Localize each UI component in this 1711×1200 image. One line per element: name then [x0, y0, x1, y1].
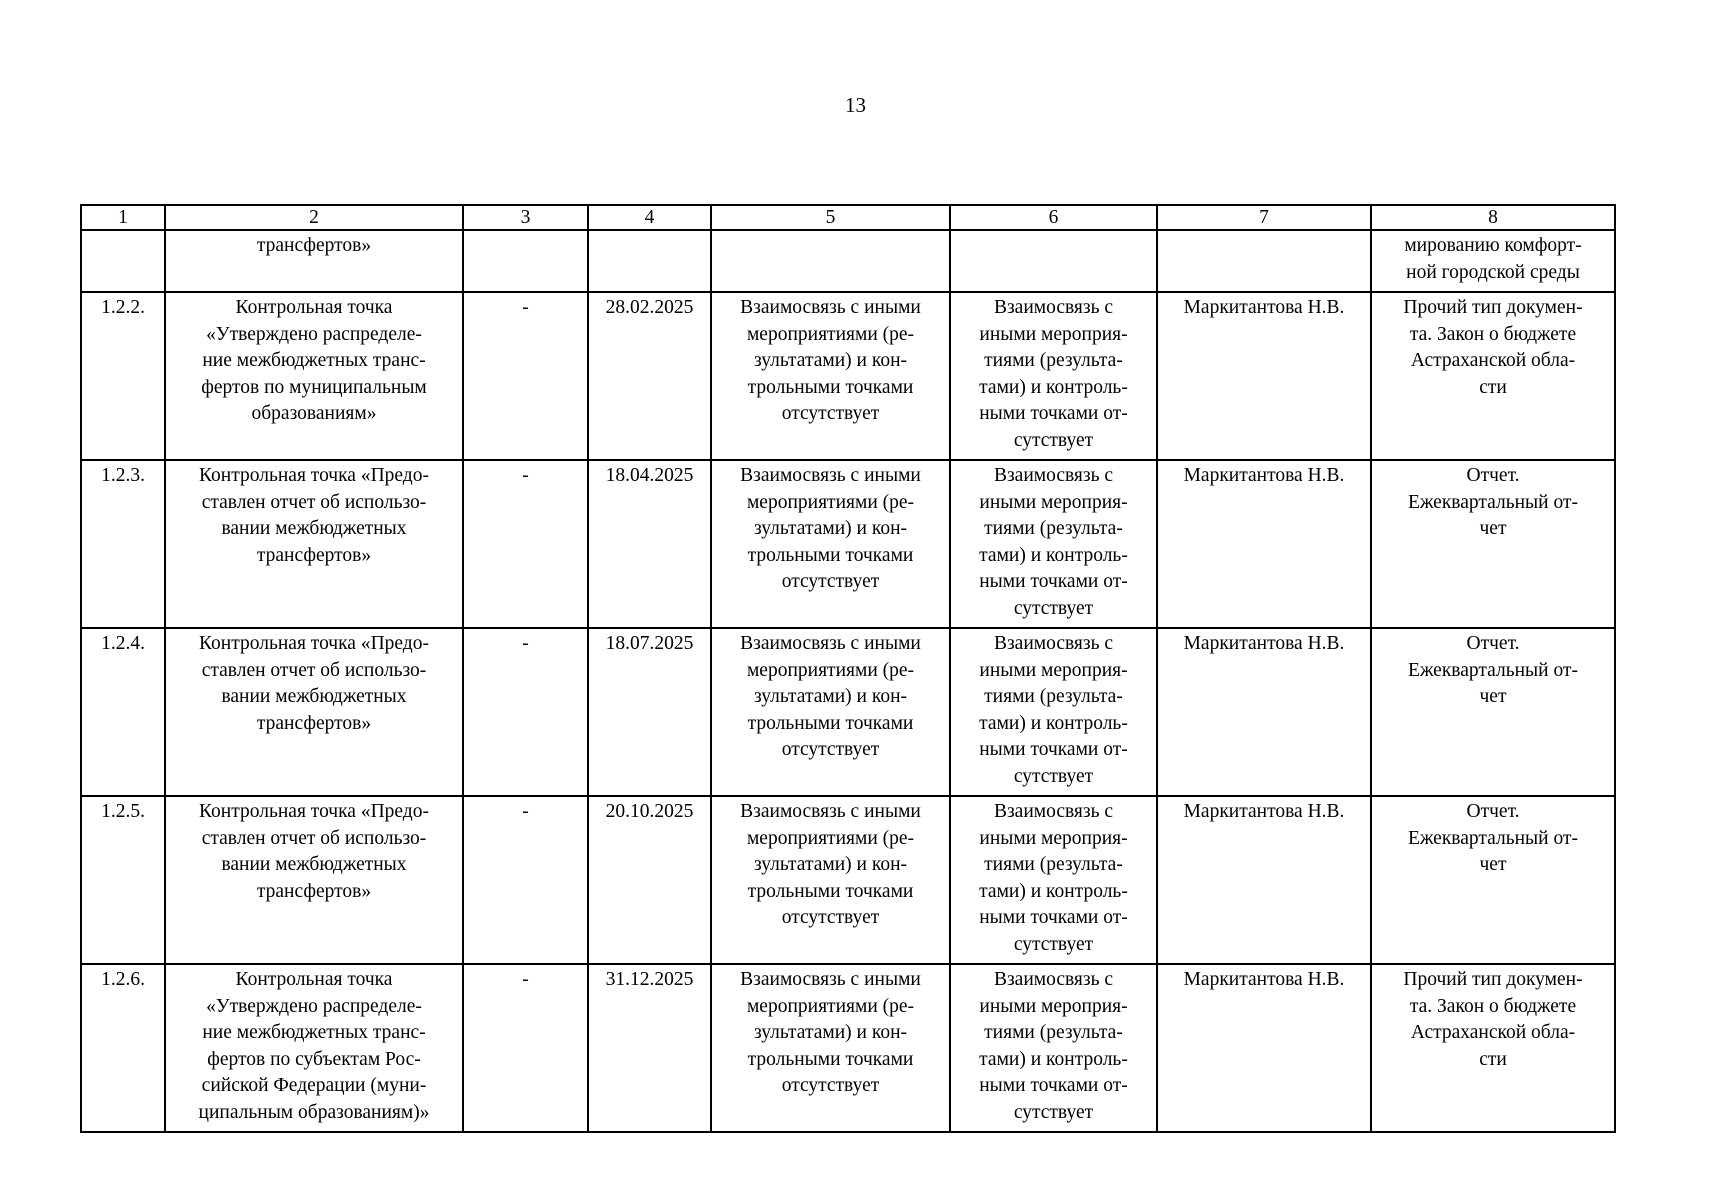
row-col3-cell: -	[463, 460, 588, 628]
row-responsible-cell: Маркитантова Н.В.	[1157, 292, 1371, 460]
row-name-cell: Контрольная точка «Предо- ставлен отчет об использо- вании межбюджетных трансфертов»	[165, 460, 463, 628]
table-row	[81, 628, 1615, 796]
row-doc-type-cell: Прочий тип докумен- та. Закон о бюджете Астраханской обла- сти	[1371, 292, 1615, 460]
header-cell-5: 5	[711, 205, 950, 230]
row-date-cell: 28.02.2025	[588, 292, 711, 460]
continuation-responsible-cell	[1157, 230, 1371, 292]
row-responsible-cell: Маркитантова Н.В.	[1157, 460, 1371, 628]
continuation-relation-prev-cell	[711, 230, 950, 292]
row-number-cell: 1.2.2.	[81, 292, 165, 460]
header-cell-8: 8	[1371, 205, 1615, 230]
header-cell-1: 1	[81, 205, 165, 230]
row-col3-cell: -	[463, 796, 588, 964]
row-date-cell: 20.10.2025	[588, 796, 711, 964]
row-relation-next-cell: Взаимосвязь с иными мероприя- тиями (результа- тами) и контроль- ными точками от- сутствует	[950, 964, 1157, 1132]
row-col3-cell: -	[463, 964, 588, 1132]
header-cell-2: 2	[165, 205, 463, 230]
row-relation-prev-cell: Взаимосвязь с иными мероприятиями (ре- зультатами) и кон- трольными точками отсутствует	[711, 796, 950, 964]
row-relation-prev-cell: Взаимосвязь с иными мероприятиями (ре- зультатами) и кон- трольными точками отсутствует	[711, 292, 950, 460]
table-row	[81, 460, 1615, 628]
row-col3-cell: -	[463, 628, 588, 796]
row-relation-next-cell: Взаимосвязь с иными мероприя- тиями (результа- тами) и контроль- ными точками от- сутствует	[950, 796, 1157, 964]
row-relation-next-cell: Взаимосвязь с иными мероприя- тиями (результа- тами) и контроль- ными точками от- сутствует	[950, 460, 1157, 628]
table-row	[81, 964, 1615, 1132]
row-name-cell: Контрольная точка «Утверждено распределе- ние межбюджетных транс- фертов по субъектам Рос- сийской Федерации (муни- ципальным образованиям)»	[165, 964, 463, 1132]
row-relation-next-cell: Взаимосвязь с иными мероприя- тиями (результа- тами) и контроль- ными точками от- сутствует	[950, 628, 1157, 796]
continuation-col3-cell	[463, 230, 588, 292]
row-doc-type-cell: Отчет. Ежеквартальный от- чет	[1371, 796, 1615, 964]
continuation-row	[81, 230, 1615, 292]
control-points-table	[80, 204, 1616, 1133]
continuation-num-cell	[81, 230, 165, 292]
page-number: 13	[845, 93, 866, 117]
header-cell-7: 7	[1157, 205, 1371, 230]
header-cell-6: 6	[950, 205, 1157, 230]
row-number-cell: 1.2.4.	[81, 628, 165, 796]
row-date-cell: 18.07.2025	[588, 628, 711, 796]
row-number-cell: 1.2.6.	[81, 964, 165, 1132]
row-doc-type-cell: Отчет. Ежеквартальный от- чет	[1371, 460, 1615, 628]
row-relation-prev-cell: Взаимосвязь с иными мероприятиями (ре- зультатами) и кон- трольными точками отсутствует	[711, 964, 950, 1132]
row-name-cell: Контрольная точка «Предо- ставлен отчет об использо- вании межбюджетных трансфертов»	[165, 796, 463, 964]
row-name-cell: Контрольная точка «Предо- ставлен отчет об использо- вании межбюджетных трансфертов»	[165, 628, 463, 796]
row-doc-type-cell: Прочий тип докумен- та. Закон о бюджете Астраханской обла- сти	[1371, 964, 1615, 1132]
row-number-cell: 1.2.3.	[81, 460, 165, 628]
table-row	[81, 292, 1615, 460]
row-name-cell: Контрольная точка «Утверждено распределе- ние межбюджетных транс- фертов по муниципальным образованиям»	[165, 292, 463, 460]
continuation-doc-type-cell: мированию комфорт- ной городской среды	[1371, 230, 1615, 292]
header-cell-4: 4	[588, 205, 711, 230]
row-relation-prev-cell: Взаимосвязь с иными мероприятиями (ре- зультатами) и кон- трольными точками отсутствует	[711, 460, 950, 628]
row-relation-next-cell: Взаимосвязь с иными мероприя- тиями (результа- тами) и контроль- ными точками от- сутствует	[950, 292, 1157, 460]
header-cell-3: 3	[463, 205, 588, 230]
row-responsible-cell: Маркитантова Н.В.	[1157, 628, 1371, 796]
row-col3-cell: -	[463, 292, 588, 460]
row-relation-prev-cell: Взаимосвязь с иными мероприятиями (ре- зультатами) и кон- трольными точками отсутствует	[711, 628, 950, 796]
row-responsible-cell: Маркитантова Н.В.	[1157, 796, 1371, 964]
continuation-relation-next-cell	[950, 230, 1157, 292]
continuation-date-cell	[588, 230, 711, 292]
continuation-name-cell: трансфертов»	[165, 230, 463, 292]
control-points-table-wrapper	[80, 204, 1614, 1133]
row-doc-type-cell: Отчет. Ежеквартальный от- чет	[1371, 628, 1615, 796]
row-date-cell: 18.04.2025	[588, 460, 711, 628]
table-row	[81, 796, 1615, 964]
row-number-cell: 1.2.5.	[81, 796, 165, 964]
row-responsible-cell: Маркитантова Н.В.	[1157, 964, 1371, 1132]
row-date-cell: 31.12.2025	[588, 964, 711, 1132]
table-header-row	[81, 205, 1615, 230]
